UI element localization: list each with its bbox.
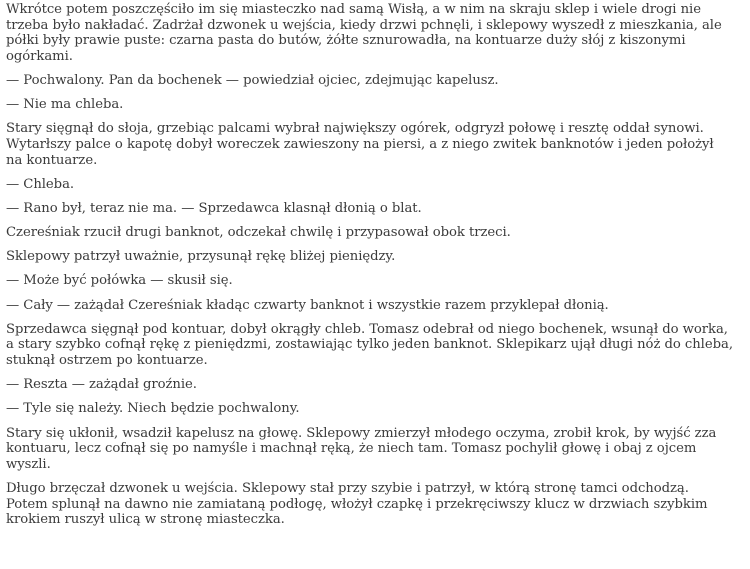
paragraph: Czereśniak rzucił drugi banknot, odczekał chwilę i przypasował obok trzeci. — [6, 225, 511, 241]
paragraph: — Chleba. — [6, 176, 75, 192]
paragraph: Stary się ukłonił, wsadził kapelusz na głowę. Sklepowy zmierzył młodego oczyma, zrobił krok, by wyjść zza kontuaru, lecz cofnął się po namyśle i machnął ręką, że niech tam. Tomasz pochylił głowę i obaj z ojcem wyszli. — [6, 425, 717, 472]
paragraph: — Pochwalony. Pan da bochenek — powiedział ojciec, zdejmując kapelusz. — [6, 72, 499, 88]
paragraph: Stary sięgnął do słoja, grzebiąc palcami wybrał największy ogórek, odgryzł połowę i resztę oddał synowi. Wytarłszy palce o kapotę dobył woreczek zawieszony na piersi, a z niego zwitek banknotów i jeden położył na kontuarze. — [6, 121, 714, 168]
paragraph: Wkrótce potem poszczęściło im się miasteczko nad samą Wisłą, a w nim na skraju sklep i wiele drogi nie trzeba było nakładać. Zadrżał dzwonek u wejścia, kiedy drzwi pchnęli, i sklepowy wyszedł z mieszkania, ale półki były prawie puste: czarna pasta do butów, żółte sznurowadła, na kontuarze duży słój z kiszonymi ogórkami. — [6, 2, 722, 64]
paragraph: — Reszta — zażądał groźnie. — [6, 377, 197, 393]
paragraph: — Może być połówka — skusił się. — [6, 273, 233, 289]
paragraph: Sklepowy patrzył uważnie, przysunął rękę bliżej pieniędzy. — [6, 249, 396, 265]
paragraph: Sprzedawca sięgnął pod kontuar, dobył okrągły chleb. Tomasz odebrał od niego bochenek, wsunął do worka, a stary szybko cofnął rękę z pieniędzmi, zostawiając tylko jeden banknot. Sklepikarz ujął długi nóż do chleba, stuknął ostrzem po kontuarze. — [6, 321, 733, 369]
document-text — [6, 2, 734, 536]
paragraph: Długo brzęczał dzwonek u wejścia. Sklepowy stał przy szybie i patrzył, w którą stronę tamci odchodzą. Potem splunął na dawno nie zamiataną podłogę, włożył czapkę i przekręciwszy klucz w drzwiach szybkim krokiem ruszył ulicą w stronę miasteczka. — [6, 480, 708, 528]
paragraph: — Nie ma chleba. — [6, 97, 124, 113]
paragraph: — Cały — zażądał Czereśniak kładąc czwarty banknot i wszystkie razem przyklepał dłonią. — [6, 297, 609, 313]
paragraph: — Rano był, teraz nie ma. — Sprzedawca klasnął dłonią o blat. — [6, 200, 422, 216]
paragraph: — Tyle się należy. Niech będzie pochwalony. — [6, 401, 300, 417]
